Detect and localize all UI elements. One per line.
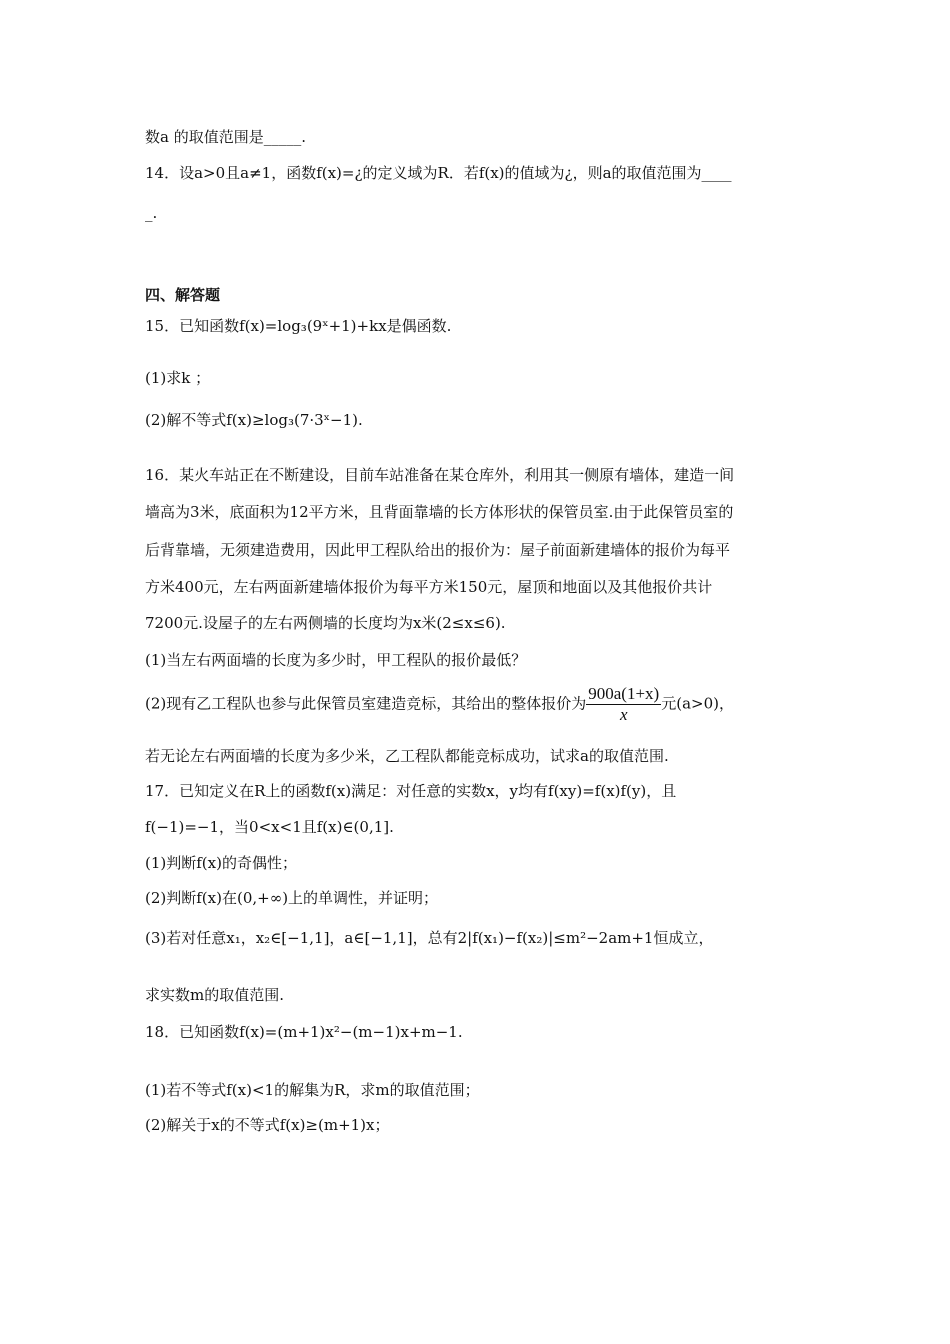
q16-part-2 <box>145 684 734 725</box>
q16-line-1: 16．某火车站正在不断建设，目前车站准备在某仓库外，利用其一侧原有墙体，建造一间 <box>145 466 735 484</box>
q16-line-2: 墙高为3米，底面积为12平方米，且背面靠墙的长方体形状的保管员室.由于此保管员室的 <box>145 503 734 521</box>
q16-part-2-pre: (2)现有乙工程队也参与此保管员室建造竞标，其给出的整体报价为 <box>145 694 587 713</box>
q17-part-3: (3)若对任意x₁，x₂∈[−1,1]，a∈[−1,1]，总有2|f(x₁)−f(x₂)|≤m²−2am+1恒成立， <box>145 929 714 947</box>
q15-part-2: (2)解不等式f(x)≥log₃(7·3ˣ−1). <box>145 411 363 429</box>
q17-part-2: (2)判断f(x)在(0,+∞)上的单调性，并证明； <box>145 889 439 907</box>
section-heading: 四、解答题 <box>145 286 221 304</box>
q16-line-3: 后背靠墙，无须建造费用，因此甲工程队给出的报价为：屋子前面新建墙体的报价为每平 <box>145 541 731 559</box>
q14-line-1: 14．设a>0且a≠1，函数f(x)=¿的定义域为R．若f(x)的值域为¿，则a的取值范围为____ <box>145 164 732 182</box>
q15-stem: 15．已知函数f(x)=log₃(9ˣ+1)+kx是偶函数. <box>145 317 452 335</box>
q14-line-2: _. <box>145 204 158 222</box>
fraction-denominator: x <box>619 705 628 724</box>
q17-part-3-cont: 求实数m的取值范围. <box>145 986 284 1004</box>
q17-part-1: (1)判断f(x)的奇偶性； <box>145 854 297 872</box>
q18-stem: 18．已知函数f(x)=(m+1)x²−(m−1)x+m−1. <box>145 1023 463 1041</box>
q16-line-4: 方米400元，左右两面新建墙体报价为每平方米150元，屋顶和地面以及其他报价共计 <box>145 578 713 596</box>
fraction-numerator: 900a(1+x) <box>588 684 660 703</box>
q16-part-2-post: 元(a>0)， <box>661 694 734 713</box>
q17-line-2: f(−1)=−1，当0<x<1且f(x)∈(0,1]. <box>145 818 394 836</box>
q13-tail: 数a 的取值范围是_____. <box>145 128 306 146</box>
q17-line-1: 17．已知定义在R上的函数f(x)满足：对任意的实数x，y均有f(xy)=f(x)f(y)，且 <box>145 782 677 800</box>
q18-part-2: (2)解关于x的不等式f(x)≥(m+1)x； <box>145 1116 390 1134</box>
q16-part-2-cont: 若无论左右两面墙的长度为多少米，乙工程队都能竞标成功，试求a的取值范围. <box>145 747 669 765</box>
q18-part-1: (1)若不等式f(x)<1的解集为R，求m的取值范围； <box>145 1081 480 1099</box>
q15-part-1: (1)求k ； <box>145 369 211 387</box>
q16-part-1: (1)当左右两面墙的长度为多少时，甲工程队的报价最低？ <box>145 651 527 669</box>
price-fraction <box>586 684 661 725</box>
q16-line-5: 7200元.设屋子的左右两侧墙的长度均为x米(2≤x≤6). <box>145 614 506 632</box>
